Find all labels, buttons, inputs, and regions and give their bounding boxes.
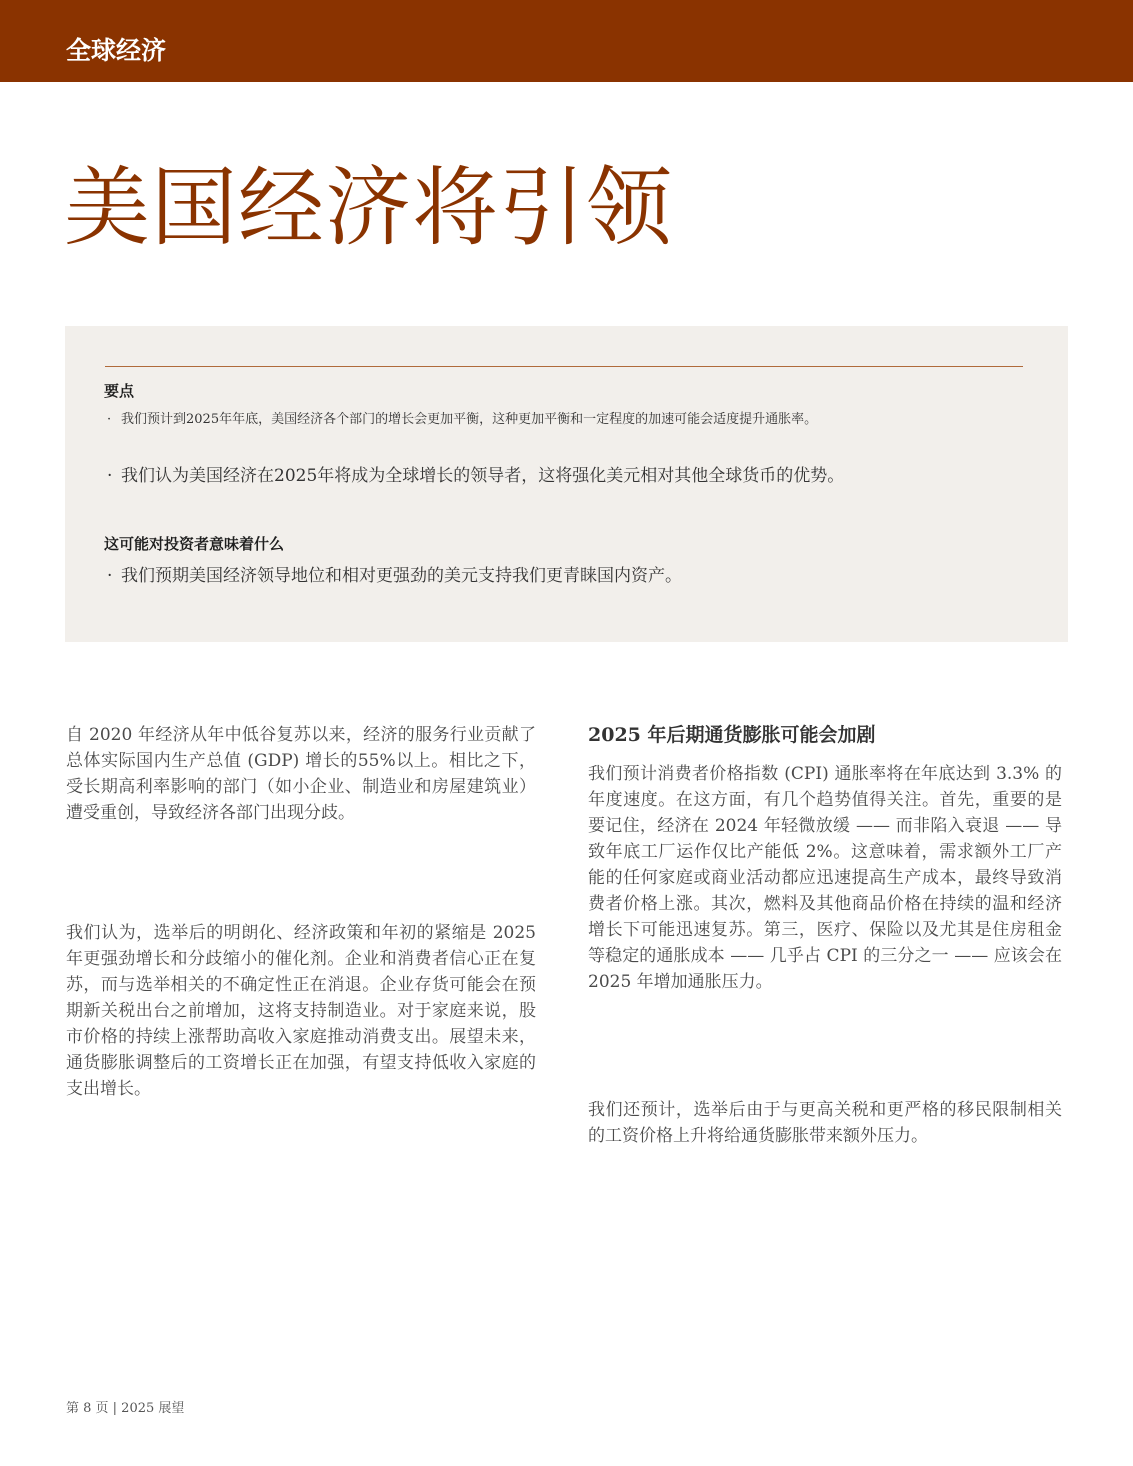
section-label: 全球经济	[66, 36, 167, 65]
body-paragraph: 我们还预计，选举后由于与更高关税和更严格的移民限制相关的工资价格上升将给通货膨胀带来额外压力。	[588, 1100, 1062, 1146]
investor-item	[107, 564, 682, 588]
key-points-heading: 要点	[104, 382, 135, 400]
key-point-text: 我们认为美国经济在2025年将成为全球增长的领导者，这将强化美元相对其他全球货币的优势。	[121, 466, 845, 486]
key-points-box	[65, 326, 1068, 642]
bullet-marker: ·	[107, 566, 113, 586]
body-paragraph: 我们预计消费者价格指数 (CPI) 通胀率将在年底达到 3.3% 的年度速度。在这方面，有几个趋势值得关注。首先，重要的是要记住，经济在 2024 年轻微放缓 —— 而非陷入衰退 —— 导致年底工厂运作仅比产能低 2%。这意味着，需求额外工厂产能的任何家庭或商业活动都应迅速提高生产成本，最终导致消费者价格上涨。其次，燃料及其他商品价格在持续的温和经济增长下可能迅速复苏。第三，医疗、保险以及尤其是住房租金等稳定的通胀成本 —— 几乎占 CPI 的三分之一 —— 应该会在 2025 年增加通胀压力。	[588, 764, 1062, 992]
bullet-marker: ·	[107, 466, 113, 486]
investor-heading: 这可能对投资者意味着什么	[104, 535, 285, 553]
divider	[105, 366, 1023, 367]
page-title: 美国经济将引领	[64, 158, 673, 258]
header-bar	[0, 0, 1133, 82]
body-paragraph: 自 2020 年经济从年中低谷复苏以来，经济的服务行业贡献了总体实际国内生产总值 (GDP) 增长的55%以上。相比之下，受长期高利率影响的部门（如小企业、制造业和房屋建筑业）遭受重创，导致经济各部门出现分歧。	[66, 725, 536, 823]
investor-text: 我们预期美国经济领导地位和相对更强劲的美元支持我们更青睐国内资产。	[121, 566, 682, 586]
body-paragraph: 我们认为，选举后的明朗化、经济政策和年初的紧缩是 2025 年更强劲增长和分歧缩小的催化剂。企业和消费者信心正在复苏，而与选举相关的不确定性正在消退。企业存货可能会在预期新关税出台之前增加，这将支持制造业。对于家庭来说，股市价格的持续上涨帮助高收入家庭推动消费支出。展望未来，通货膨胀调整后的工资增长正在加强，有望支持低收入家庭的支出增长。	[66, 923, 536, 1099]
key-point-item	[107, 410, 817, 430]
page-footer: 第 8 页 | 2025 展望	[66, 1401, 185, 1416]
key-point-text: 我们预计到2025年年底，美国经济各个部门的增长会更加平衡，这种更加平衡和一定程度的加速可能会适度提升通胀率。	[121, 412, 818, 427]
key-point-item	[107, 464, 844, 488]
subsection-heading: 2025 年后期通货膨胀可能会加剧	[588, 724, 876, 746]
bullet-marker: ·	[107, 412, 112, 427]
